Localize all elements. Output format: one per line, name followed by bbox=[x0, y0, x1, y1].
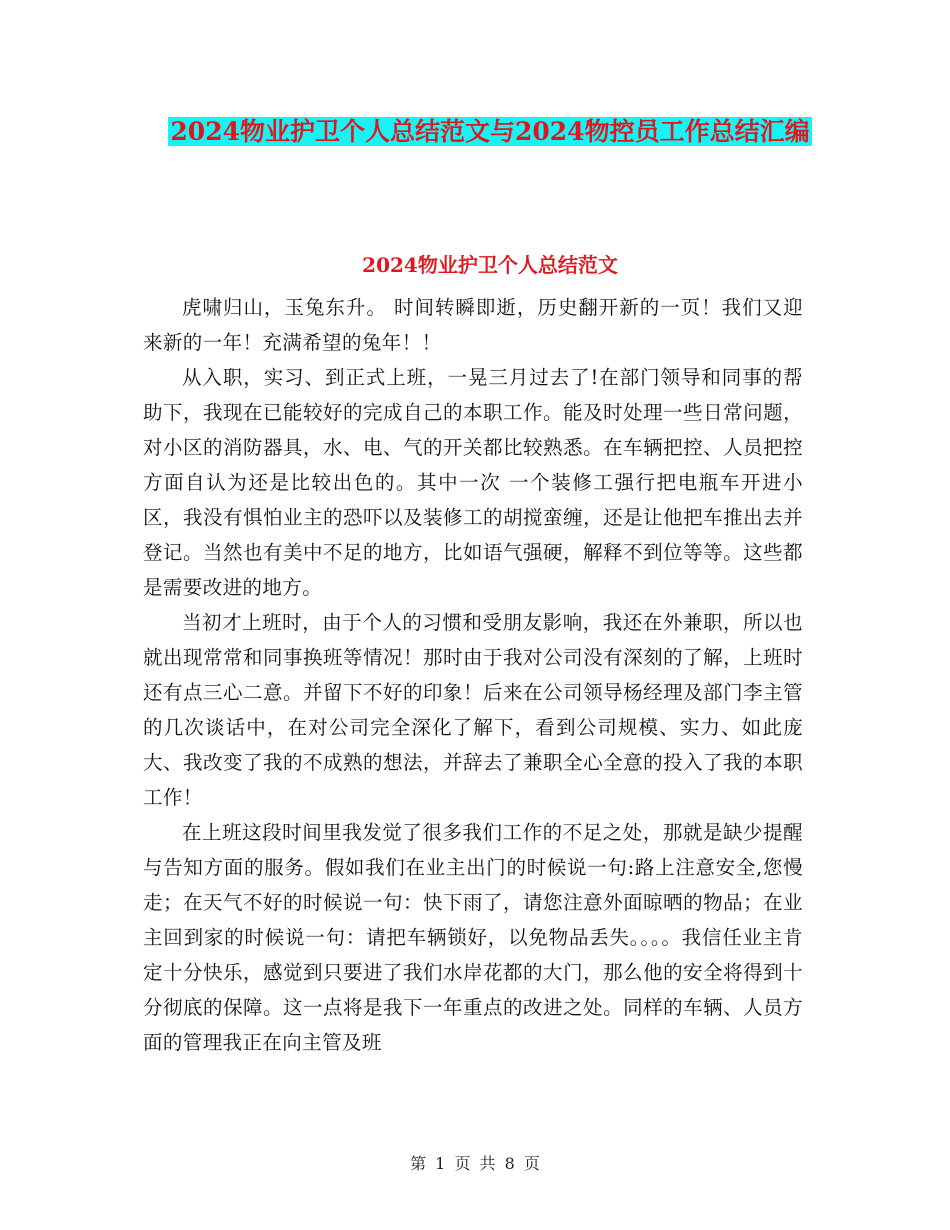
paragraph-4: 在上班这段时间里我发觉了很多我们工作的不足之处，那就是缺少提醒与告知方面的服务。假如我们在业主出门的时候说一句:路上注意安全,您慢走；在天气不好的时候说一句：快下雨了，请您注意外面晾晒的物品；在业主回到家的时候说一句：请把车辆锁好，以免物品丢失。。。。我信任业主肯定十分快乐，感觉到只要进了我们水岸花都的大门，那么他的安全将得到十分彻底的保障。这一点将是我下一年重点的改进之处。同样的车辆、人员方面的管理我正在向主管及班 bbox=[143, 821, 803, 1054]
paragraph-1: 虎啸归山，玉兔东升。 时间转瞬即逝，历史翻开新的一页！我们又迎来新的一年！充满希望的兔年！！ bbox=[143, 296, 803, 354]
page-footer: 第 1 页 共 8 页 bbox=[410, 1154, 540, 1173]
document-title bbox=[145, 112, 835, 152]
section-title: 2024物业护卫个人总结范文 bbox=[362, 253, 618, 277]
paragraph-3: 当初才上班时，由于个人的习惯和受朋友影响，我还在外兼职，所以也就出现常常和同事换班等情况！那时由于我对公司没有深刻的了解，上班时还有点三心二意。并留下不好的印象！后来在公司领导杨经理及部门李主管的几次谈话中，在对公司完全深化了解下，看到公司规模、实力、如此庞大、我改变了我的不成熟的想法，并辞去了兼职全心全意的投入了我的本职工作！ bbox=[143, 611, 803, 809]
document-body bbox=[143, 290, 803, 1060]
paragraph-2: 从入职，实习、到正式上班，一晃三月过去了!在部门领导和同事的帮助下，我现在已能较好的完成自己的本职工作。能及时处理一些日常问题，对小区的消防器具，水、电、气的开关都比较熟悉。在车辆把控、人员把控方面自认为还是比较出色的。其中一次 一个装修工强行把电瓶车开进小区，我没有惧怕业主的恐吓以及装修工的胡搅蛮缠，还是让他把车推出去并登记。当然也有美中不足的地方，比如语气强硬，解释不到位等等。这些都是需要改进的地方。 bbox=[143, 366, 803, 599]
document-title-highlight: 2024物业护卫个人总结范文与2024物控员工作总结汇编 bbox=[170, 117, 810, 146]
